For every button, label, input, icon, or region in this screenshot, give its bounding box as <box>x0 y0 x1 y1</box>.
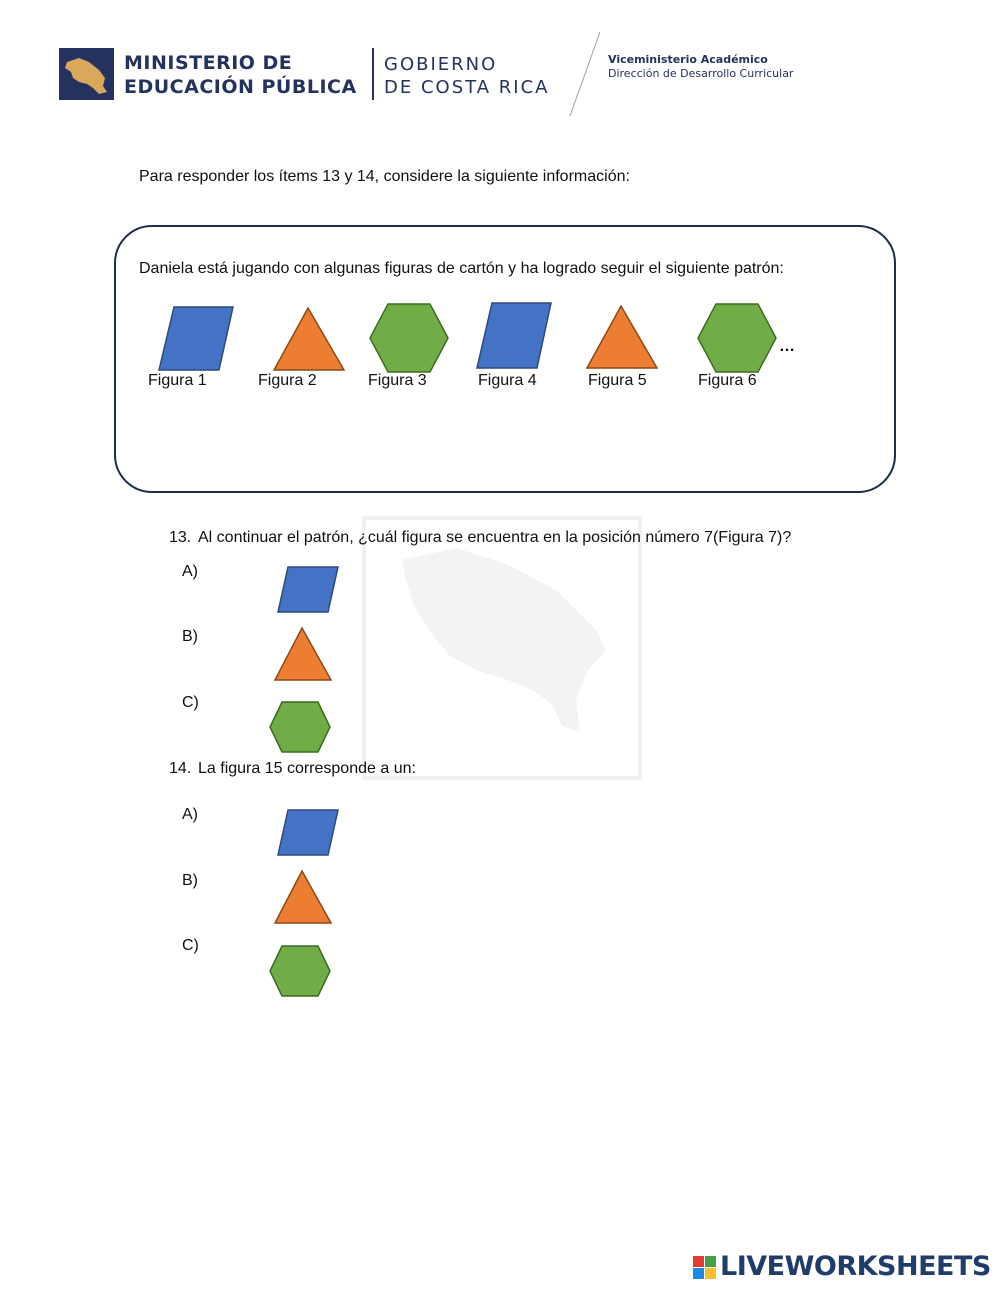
costa-rica-map-icon <box>59 48 114 100</box>
header-slash-divider <box>568 32 602 118</box>
q13-option-a-parallelogram[interactable] <box>276 566 340 614</box>
q13-option-b-triangle[interactable] <box>273 626 333 682</box>
figure-3-label: Figura 3 <box>368 372 427 389</box>
figure-6-hexagon <box>696 302 778 374</box>
figure-2-triangle <box>272 306 346 372</box>
pattern-statement: Daniela está jugando con algunas figuras de cartón y ha logrado seguir el siguiente patrón: <box>139 260 784 277</box>
figure-1-label: Figura 1 <box>148 372 207 389</box>
q14-option-c-letter: C) <box>182 937 199 954</box>
figure-2-label: Figura 2 <box>258 372 317 389</box>
ministry-name-line1: MINISTERIO DE <box>124 52 293 74</box>
figure-4-parallelogram <box>476 302 554 370</box>
q13-option-b-letter: B) <box>182 628 198 645</box>
ministry-logo <box>59 48 114 100</box>
liveworksheets-brand[interactable]: LIVEWORKSHEETS <box>720 1251 991 1282</box>
q14-option-a-parallelogram[interactable] <box>276 809 340 857</box>
q14-option-a-letter: A) <box>182 806 198 823</box>
figure-6-label: Figura 6 <box>698 372 757 389</box>
figure-1-parallelogram <box>158 306 236 372</box>
figure-5-label: Figura 5 <box>588 372 647 389</box>
question-14-text: La figura 15 corresponde a un: <box>198 760 416 777</box>
question-13-text: Al continuar el patrón, ¿cuál figura se encuentra en la posición número 7(Figura 7)? <box>198 529 792 546</box>
q14-option-b-letter: B) <box>182 872 198 889</box>
government-line2: DE COSTA RICA <box>384 77 550 98</box>
government-line1: GOBIERNO <box>384 54 498 75</box>
watermark-map-icon <box>366 520 638 776</box>
liveworksheets-logo-icon <box>692 1255 718 1281</box>
ministry-name-line2: EDUCACIÓN PÚBLICA <box>124 76 357 98</box>
vice-ministry-title: Viceministerio Académico <box>608 53 768 66</box>
intro-text: Para responder los ítems 13 y 14, considere la siguiente información: <box>139 168 630 185</box>
header-divider <box>372 48 374 100</box>
q14-option-b-triangle[interactable] <box>273 869 333 925</box>
figure-3-hexagon <box>368 302 450 374</box>
vice-ministry-subtitle: Dirección de Desarrollo Curricular <box>608 67 794 80</box>
pattern-ellipsis: … <box>779 338 795 355</box>
figure-5-triangle <box>585 304 659 370</box>
question-13-number: 13. <box>169 529 192 546</box>
watermark-frame <box>362 516 642 780</box>
q13-option-c-hexagon[interactable] <box>268 700 332 754</box>
question-14-number: 14. <box>169 760 192 777</box>
q13-option-c-letter: C) <box>182 694 199 711</box>
q13-option-a-letter: A) <box>182 563 198 580</box>
figure-4-label: Figura 4 <box>478 372 537 389</box>
q14-option-c-hexagon[interactable] <box>268 944 332 998</box>
